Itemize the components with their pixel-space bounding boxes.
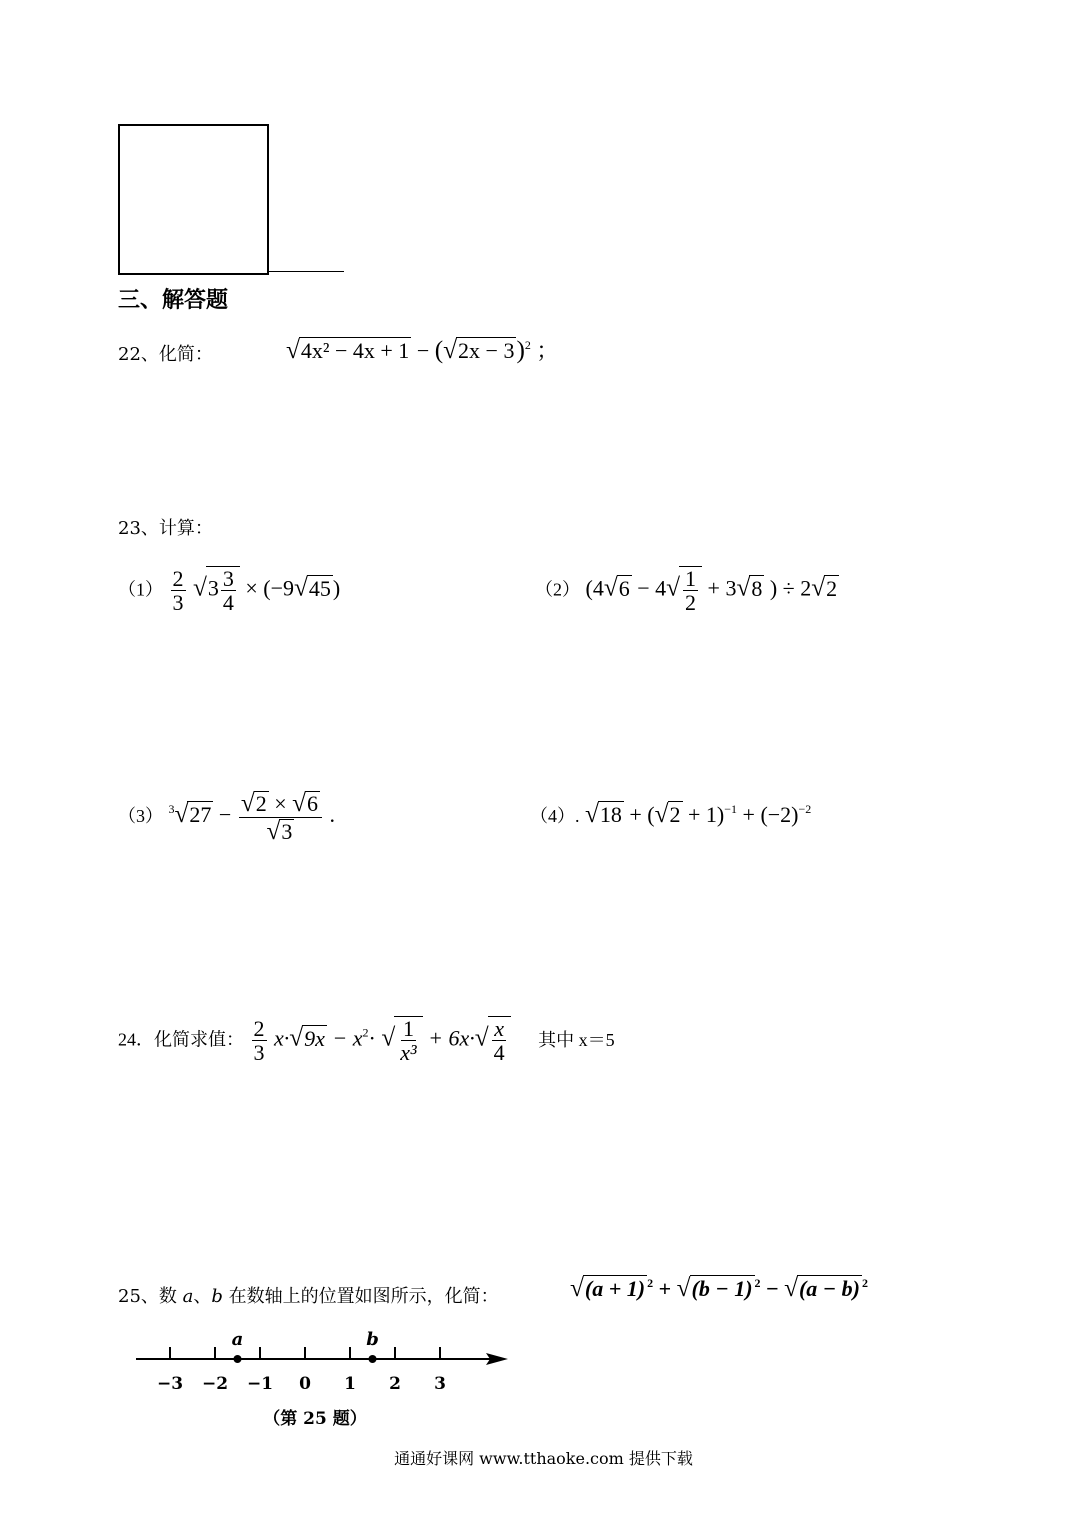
q23-p1-frac: $\frac{2}{3}$: [172, 566, 184, 616]
number-line-tick-label: −1: [246, 1374, 274, 1394]
q22-expression: $√4x^2 - 4x + 1 - (√2x - 3)^2$ ；: [286, 336, 559, 364]
number-line-tick-label: 2: [389, 1374, 401, 1394]
q23-p4-no: （4）.: [530, 806, 580, 826]
q23-p1-mixed: 3 $\frac{3}{4}$: [206, 566, 240, 614]
number-line-tick-label: 3: [434, 1374, 446, 1394]
q23-part1: （1） $\frac{2}{3}$ √3 $\frac{3}{4}$ × (−9√45): [118, 566, 341, 616]
q23-p1-no: （1）: [118, 579, 163, 600]
footer: 通通好课网 www.tthaoke.com 提供下载: [394, 1449, 693, 1468]
q23-part3: （3） $^3$√27 − $\frac{√2 \times √6}{√3}$ .: [118, 789, 336, 845]
q25-expression: √(a + 1) $^2$ + √(b − 1) $^2$ − √(a − b) $^2$: [570, 1274, 868, 1302]
q22-radicand-b: 2x − 3: [458, 338, 515, 363]
number-line: [0, 1320, 560, 1440]
q23-p3-no: （3）: [118, 806, 163, 827]
section-title: 三、解答题: [118, 288, 229, 313]
q24-label: 24．化简求值：: [118, 1029, 244, 1050]
number-line-point-b-label: b: [366, 1329, 379, 1350]
q25-label: 25、数 a、b 在数轴上的位置如图所示，化简：: [118, 1286, 499, 1307]
number-line-point-a: [234, 1355, 242, 1363]
q22-tail: ；: [536, 338, 559, 363]
q22-radicand-a: 4x² − 4x + 1: [300, 338, 410, 363]
number-line-point-a-label: a: [231, 1329, 244, 1350]
number-line-tick-label: 0: [299, 1374, 311, 1394]
q23-p2-no: （2）: [535, 579, 580, 600]
q22-label: 22、化简：: [118, 344, 213, 365]
answer-blank-line: [268, 271, 344, 272]
q24-condition: 其中 x＝5: [538, 1029, 615, 1050]
number-line-tick-label: 1: [344, 1374, 356, 1394]
q23-part4: （4）. $√18 + (√2 + 1)^{-1} + (-2)^{-2}$: [530, 800, 812, 828]
q23-part2: （2） (4√6 − 4√ $\frac{1}{2}$ + 3√8 ) ÷ 2√2: [535, 566, 838, 616]
answer-box: [118, 124, 269, 275]
q24-problem: 24．化简求值： $\frac{2}{3}$ $x\cdot√9x - x^2\cdot$ √ $\frac{1}{\text{x³}}$ + 6x·√ $\frac{x}{4}$ 其中 x＝5: [118, 1016, 615, 1066]
number-line-tick-label: −3: [156, 1374, 184, 1394]
q23-label: 23、计算：: [118, 518, 213, 539]
number-line-point-b: [369, 1355, 377, 1363]
number-line-tick-label: −2: [201, 1374, 229, 1394]
number-line-caption: （第 25 题）: [263, 1409, 367, 1429]
